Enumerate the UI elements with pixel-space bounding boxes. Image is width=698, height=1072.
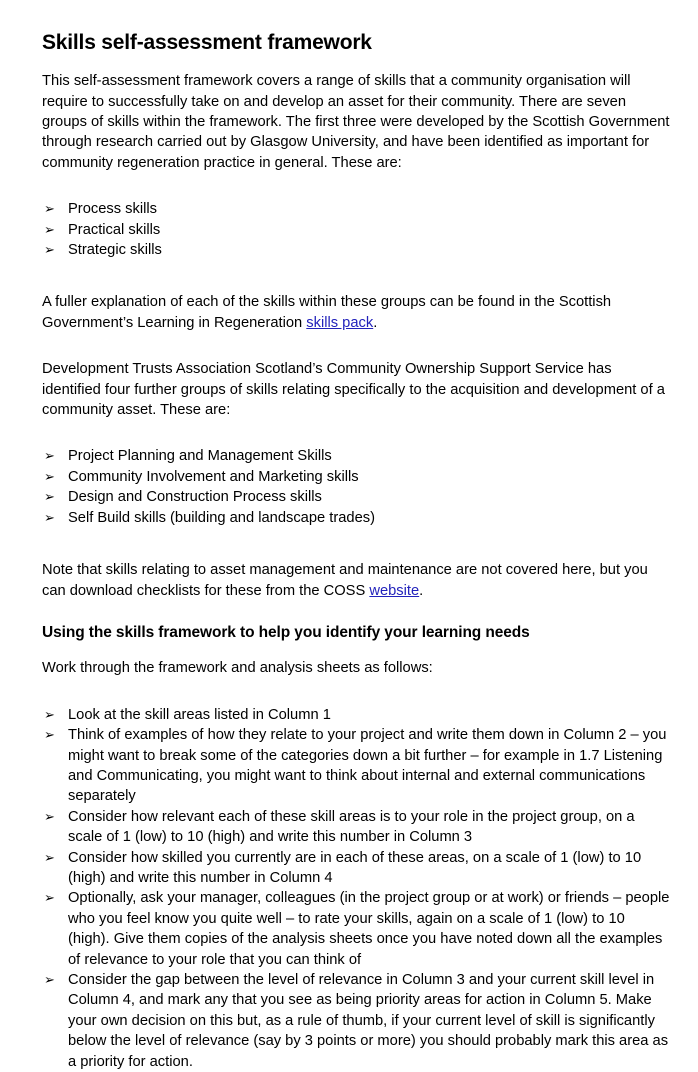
- arrow-bullet-icon: ➢: [44, 448, 55, 464]
- list-item: [42, 848, 670, 889]
- page-title: Skills self-assessment framework: [42, 31, 372, 54]
- list-item-label: Design and Construction Process skills: [68, 489, 322, 506]
- list-item: [42, 807, 670, 848]
- dtas-paragraph: Development Trusts Association Scotland’s Community Ownership Support Service has identified four further groups of skills relating specifically to the acquisition and development of a community asset. These are:: [42, 361, 665, 419]
- arrow-bullet-icon: ➢: [44, 221, 55, 237]
- list-item-label: Project Planning and Management Skills: [68, 448, 332, 465]
- arrow-bullet-icon: ➢: [44, 242, 55, 258]
- list-item-label: Think of examples of how they relate to your project and write them down in Column 2 – you might want to break some of the categories down a bit further – for example in 1.7 Listening and Communicating, you might want to think about internal and external communications separately: [68, 727, 667, 805]
- arrow-bullet-icon: ➢: [44, 849, 55, 865]
- list-item-label: Process skills: [68, 201, 157, 218]
- skills-pack-link[interactable]: skills pack: [306, 314, 374, 331]
- intro-paragraph: This self-assessment framework covers a range of skills that a community organisation will require to successfully take on and develop an asset for their community. There are seven groups of skills within the framework. The first three were developed by the Scottish Government through research carried out by Glasgow University, and have been identified as important for community regeneration practice in general. These are:: [42, 73, 670, 171]
- further-skills-list: [42, 446, 670, 528]
- list-item-label: Community Involvement and Marketing skills: [68, 468, 359, 485]
- arrow-bullet-icon: ➢: [44, 468, 55, 484]
- list-item-label: Consider the gap between the level of relevance in Column 3 and your current skill level in Column 4, and mark any that you see as being priority areas for action in Column 5. Make your own decision on this but, as a rule of thumb, if your current level of skill is significantly below the level of relevance (say by 3 points or more) you should probably mark this area as a priority for action.: [68, 971, 669, 1070]
- arrow-bullet-icon: ➢: [44, 727, 55, 743]
- arrow-bullet-icon: ➢: [44, 489, 55, 505]
- list-item: [42, 240, 670, 260]
- arrow-bullet-icon: ➢: [44, 808, 55, 824]
- skills-pack-text-before: A fuller explanation of each of the skills within these groups can be found in the Scottish Government’s Learning in Regeneration: [42, 294, 612, 331]
- spacer: [42, 347, 670, 359]
- list-item-label: Practical skills: [68, 221, 161, 238]
- arrow-bullet-icon: ➢: [44, 201, 55, 217]
- spacer: [42, 693, 670, 705]
- list-item: [42, 888, 670, 970]
- list-item: [42, 970, 670, 1072]
- arrow-bullet-icon: ➢: [44, 971, 55, 987]
- spacer: [42, 542, 670, 560]
- spacer: [42, 274, 670, 292]
- list-item-label: Consider how skilled you currently are in each of these areas, on a scale of 1 (low) to 10 (high) and write this number in Column 4: [68, 849, 642, 886]
- core-skills-list: [42, 199, 670, 260]
- coss-website-link[interactable]: website: [369, 582, 420, 599]
- list-item: [42, 446, 670, 466]
- using-framework-intro: Work through the framework and analysis sheets as follows:: [42, 660, 433, 677]
- arrow-bullet-icon: ➢: [44, 890, 55, 906]
- list-item-label: Look at the skill areas listed in Column 1: [68, 706, 331, 723]
- list-item: [42, 725, 670, 807]
- coss-text-after: .: [419, 582, 424, 599]
- steps-list: [42, 705, 670, 1072]
- skills-pack-text-after: .: [373, 314, 378, 331]
- section-heading-using-framework: Using the skills framework to help you identify your learning needs: [42, 623, 530, 641]
- skills-pack-paragraph: [42, 292, 670, 333]
- list-item-label: Strategic skills: [68, 242, 162, 259]
- arrow-bullet-icon: ➢: [44, 706, 55, 722]
- list-item: [42, 487, 670, 507]
- list-item: [42, 199, 670, 219]
- spacer: [42, 187, 670, 199]
- spacer: [42, 434, 670, 446]
- coss-text-before: Note that skills relating to asset management and maintenance are not covered here, but you can download checklists for these from the COSS: [42, 562, 648, 599]
- list-item-label: Optionally, ask your manager, colleagues (in the project group or at work) or friends – people who you feel know you quite well – to rate your skills, again on a scale of 1 (low) to 10 (high). Give them copies of the analysis sheets once you have noted down all the examples of relevance to your role that you can think of: [68, 890, 670, 968]
- list-item-label: Consider how relevant each of these skill areas is to your role in the project group, on a scale of 1 (low) to 10 (high) and write this number in Column 3: [68, 808, 635, 846]
- list-item: [42, 220, 670, 240]
- list-item: [42, 467, 670, 487]
- coss-paragraph: [42, 560, 670, 601]
- list-item: [42, 705, 670, 725]
- list-item: [42, 508, 670, 528]
- list-item-label: Self Build skills (building and landscape trades): [68, 509, 375, 526]
- arrow-bullet-icon: ➢: [44, 509, 55, 525]
